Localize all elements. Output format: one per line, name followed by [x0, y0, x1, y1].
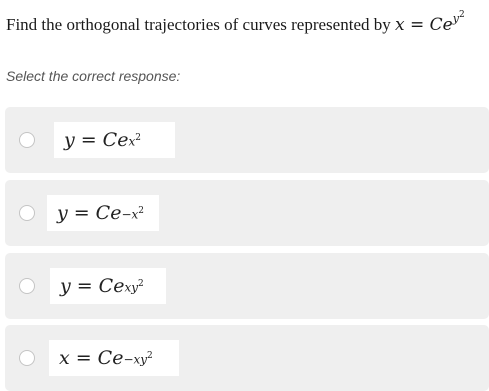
- option-3-formula: y = C e $xy^2$: [50, 268, 166, 304]
- option-4[interactable]: [5, 325, 489, 391]
- radio-button-option-4[interactable]: [19, 350, 35, 366]
- radio-button-option-1[interactable]: [19, 132, 35, 148]
- response-prompt: Select the correct response:: [6, 68, 181, 84]
- radio-button-option-3[interactable]: [19, 278, 35, 294]
- option-1[interactable]: [5, 107, 489, 173]
- option-2[interactable]: [5, 180, 489, 246]
- question-label: Find the orthogonal trajectories of curves represented by: [6, 15, 395, 35]
- option-1-formula: y = C e $x^2$: [54, 122, 175, 158]
- radio-button-option-2[interactable]: [19, 205, 35, 221]
- question-text: [6, 10, 465, 36]
- option-2-formula: y = C e $-x^2$: [47, 195, 159, 231]
- option-4-formula: x = C e $-xy^2$: [49, 340, 179, 376]
- question-formula: $x = Ce^{y^2}$: [394, 10, 465, 36]
- option-3[interactable]: [5, 253, 489, 319]
